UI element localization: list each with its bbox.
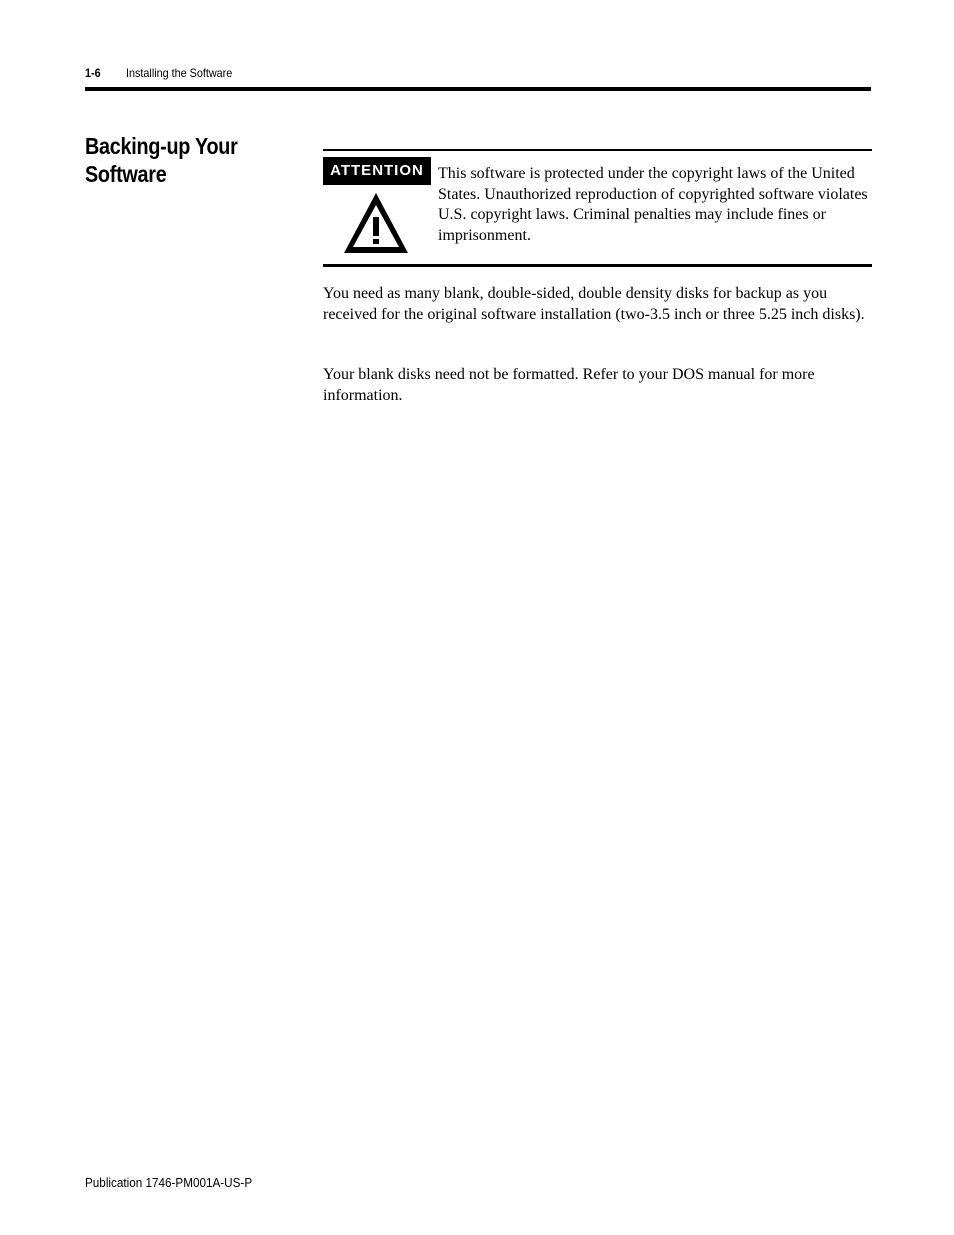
warning-triangle-icon bbox=[341, 190, 411, 256]
page-number: 1-6 bbox=[85, 66, 101, 80]
header-rule bbox=[85, 87, 871, 91]
attention-top-rule bbox=[323, 149, 872, 151]
section-heading: Backing-up Your Software bbox=[85, 133, 238, 187]
attention-message: This software is protected under the copyright laws of the United States. Unauthorized reproduction of copyrighted software violates U.S. copyright laws. Criminal penalties may include fines or imprisonment. bbox=[438, 165, 868, 244]
body-paragraph: Your blank disks need not be formatted. Refer to your DOS manual for more information. bbox=[323, 366, 815, 404]
attention-label: ATTENTION bbox=[323, 157, 431, 185]
running-header-title: Installing the Software bbox=[126, 66, 233, 80]
publication-number: Publication 1746-PM001A-US-P bbox=[85, 1175, 253, 1190]
body-paragraph: You need as many blank, double-sided, double density disks for backup as you received for the original software installation (two-3.5 inch or three 5.25 inch disks). bbox=[323, 285, 865, 323]
attention-bottom-rule bbox=[323, 264, 872, 267]
